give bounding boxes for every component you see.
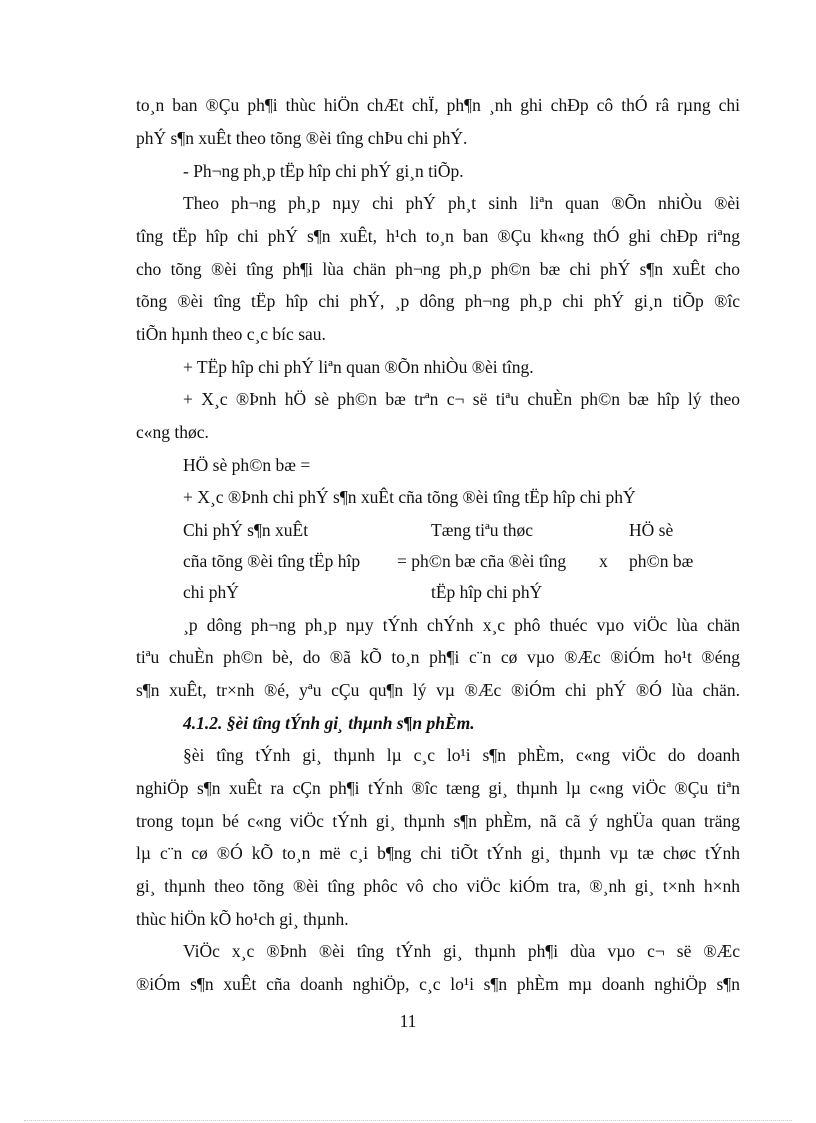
body-line: nghiÖp s¶n xuÊt ra cÇn ph¶i tÝnh ®îc tæng gi¸ thµnh lµ c«ng viÖc ®Çu tiªn <box>136 778 740 798</box>
formula-operator: x <box>599 551 608 571</box>
body-line: to¸n ban ®Çu ph¶i thùc hiÖn chÆt chÏ, ph¶n ¸nh ghi chÐp cô thÓ râ rµng chi <box>136 95 740 115</box>
body-line: thùc hiÖn kÕ ho¹ch gi¸ thµnh. <box>136 909 349 929</box>
body-line: c«ng thøc. <box>136 422 209 442</box>
formula-term: cña tõng ®èi tîng tËp hîp <box>183 551 361 571</box>
body-line: lµ c¨n cø ®Ó kÕ to¸n më c¸i b¶ng chi tiÕt tÝnh gi¸ thµnh vµ tæ chøc tÝnh <box>136 843 740 863</box>
body-line: + X¸c ®Þnh chi phÝ s¶n xuÊt cña tõng ®èi tîng tËp hîp chi phÝ <box>183 487 636 507</box>
body-line: + X¸c ®Þnh hÖ sè ph©n bæ trªn c¬ së tiªu chuÈn ph©n bæ hîp lý theo <box>183 389 740 409</box>
body-line: ¸p dông ph¬ng ph¸p nµy tÝnh chÝnh x¸c phô thuéc vµo viÖc lùa chän <box>183 615 740 635</box>
formula-term: HÖ sè <box>629 520 674 540</box>
formula-label: HÖ sè ph©n bæ = <box>183 455 311 475</box>
formula-term: Tæng tiªu thøc <box>431 520 534 540</box>
body-line: phÝ s¶n xuÊt theo tõng ®èi tîng chÞu chi phÝ. <box>136 128 468 148</box>
formula-term: tËp hîp chi phÝ <box>431 582 543 602</box>
page-bottom-divider <box>24 1120 792 1121</box>
body-line: ®iÓm s¶n xuÊt cña doanh nghiÖp, c¸c lo¹i s¶n phÈm mµ doanh nghiÖp s¶n <box>136 974 740 994</box>
formula-term: ph©n bæ <box>629 551 694 571</box>
body-line: gi¸ thµnh theo tõng ®èi tîng phôc vô cho viÖc kiÓm tra, ®¸nh gi¸ t×nh h×nh <box>136 876 740 896</box>
body-line: s¶n xuÊt, tr×nh ®é, yªu cÇu qu¶n lý vµ ®Æc ®iÓm chi phÝ ®Ó lùa chän. <box>136 680 740 700</box>
body-line: tõng ®èi tîng tËp hîp chi phÝ, ¸p dông ph¬ng ph¸p chi phÝ gi¸n tiÕp ®îc <box>136 291 740 311</box>
body-line: §èi tîng tÝnh gi¸ thµnh lµ c¸c lo¹i s¶n phÈm, c«ng viÖc do doanh <box>183 745 740 765</box>
page-number: 11 <box>399 1011 417 1031</box>
body-line: ViÖc x¸c ®Þnh ®èi tîng tÝnh gi¸ thµnh ph¶i dùa vµo c¬ së ®Æc <box>183 941 740 961</box>
formula-term: chi phÝ <box>183 582 239 602</box>
section-heading: 4.1.2. §èi tîng tÝnh gi¸ thµnh s¶n phÈm. <box>183 713 475 733</box>
body-line: tiÕn hµnh theo c¸c bíc sau. <box>136 324 326 344</box>
body-line: trong toµn bé c«ng viÖc tÝnh gi¸ thµnh s¶n phÈm, nã cã ý nghÜa quan träng <box>136 811 740 831</box>
body-line: tiªu chuÈn ph©n bè, do ®ã kÕ to¸n ph¶i c¨n cø vµo ®Æc ®iÓm ho¹t ®éng <box>136 647 740 667</box>
formula-term: = ph©n bæ cña ®èi tîng <box>397 551 567 571</box>
body-line: + TËp hîp chi phÝ liªn quan ®Õn nhiÒu ®èi tîng. <box>183 357 534 377</box>
body-line: Theo ph¬ng ph¸p nµy chi phÝ ph¸t sinh liªn quan ®Õn nhiÒu ®èi <box>183 193 740 213</box>
body-line: tîng tËp hîp chi phÝ s¶n xuÊt, h¹ch to¸n ban ®Çu kh«ng thÓ ghi chÐp riªng <box>136 226 740 246</box>
body-line: - Ph¬ng ph¸p tËp hîp chi phÝ gi¸n tiÕp. <box>183 161 464 181</box>
formula-term: Chi phÝ s¶n xuÊt <box>183 520 309 540</box>
body-line: cho tõng ®èi tîng ph¶i lùa chän ph¬ng ph¸p ph©n bæ chi phÝ s¶n xuÊt cho <box>136 259 740 279</box>
